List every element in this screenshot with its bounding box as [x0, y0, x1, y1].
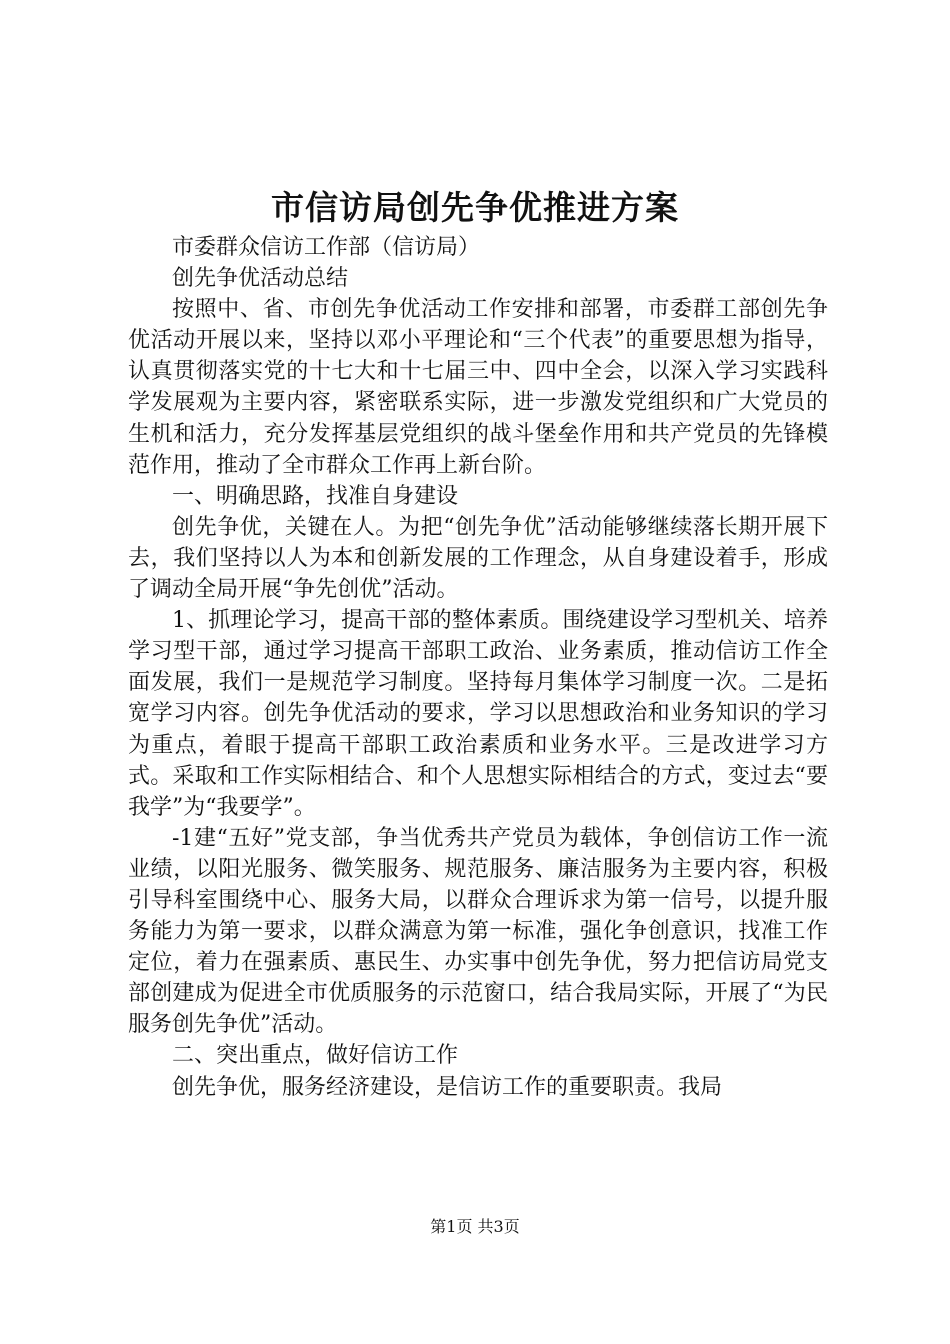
paragraph: 1、抓理论学习，提高干部的整体素质。围绕建设学习型机关、培养学习型干部，通过学习提高干部职工政治、业务素质，推动信访工作全面发展，我们一是规范学习制度。坚持每月集体学习制度一次。二是拓宽学习内容。创先争优活动的要求，学习以思想政治和业务知识的学习为重点，着眼于提高干部职工政治素质和业务水平。三是改进学习方式。采取和工作实际相结合、和个人思想实际相结合的方式，变过去“要我学”为“我要学”。: [128, 608, 828, 820]
paragraph: -1建“五好”党支部，争当优秀共产党员为载体，争创信访工作一流业绩，以阳光服务、微笑服务、规范服务、廉洁服务为主要内容，积极引导科室围绕中心、服务大局，以群众合理诉求为第一信号，以提升服务能力为第一要求，以群众满意为第一标准，强化争创意识，找准工作定位，着力在强素质、惠民生、办实事中创先争优，努力把信访局党支部创建成为促进全市优质服务的示范窗口，结合我局实际，开展了“为民服务创先争优”活动。: [128, 825, 828, 1038]
page-number-footer: 第1页 共3页: [430, 1217, 520, 1236]
document-title: 市信访局创先争优推进方案: [271, 188, 679, 227]
paragraph: 创先争优，关键在人。为把“创先争优”活动能够继续落长期开展下去，我们坚持以人为本和创新发展的工作理念，从自身建设着手，形成了调动全局开展“争先创优”活动。: [128, 514, 828, 603]
document-body: [128, 232, 828, 1103]
department-line: 市委群众信访工作部（信访局）: [172, 235, 481, 260]
section-heading-1: 一、明确思路，找准自身建设: [172, 483, 459, 509]
subtitle-line: 创先争优活动总结: [172, 266, 349, 292]
paragraph: 创先争优，服务经济建设，是信访工作的重要职责。我局: [172, 1074, 723, 1100]
section-heading-2: 二、突出重点，做好信访工作: [172, 1043, 459, 1069]
intro-paragraph: 按照中、省、市创先争优活动工作安排和部署，市委群工部创先争优活动开展以来，坚持以邓小平理论和“三个代表”的重要思想为指导，认真贯彻落实党的十七大和十七届三中、四中全会，以深入学习实践科学发展观为主要内容，紧密联系实际，进一步激发党组织和广大党员的生机和活力，充分发挥基层党组织的战斗堡垒作用和共产党员的先锋模范作用，推动了全市群众工作再上新台阶。: [128, 297, 828, 478]
